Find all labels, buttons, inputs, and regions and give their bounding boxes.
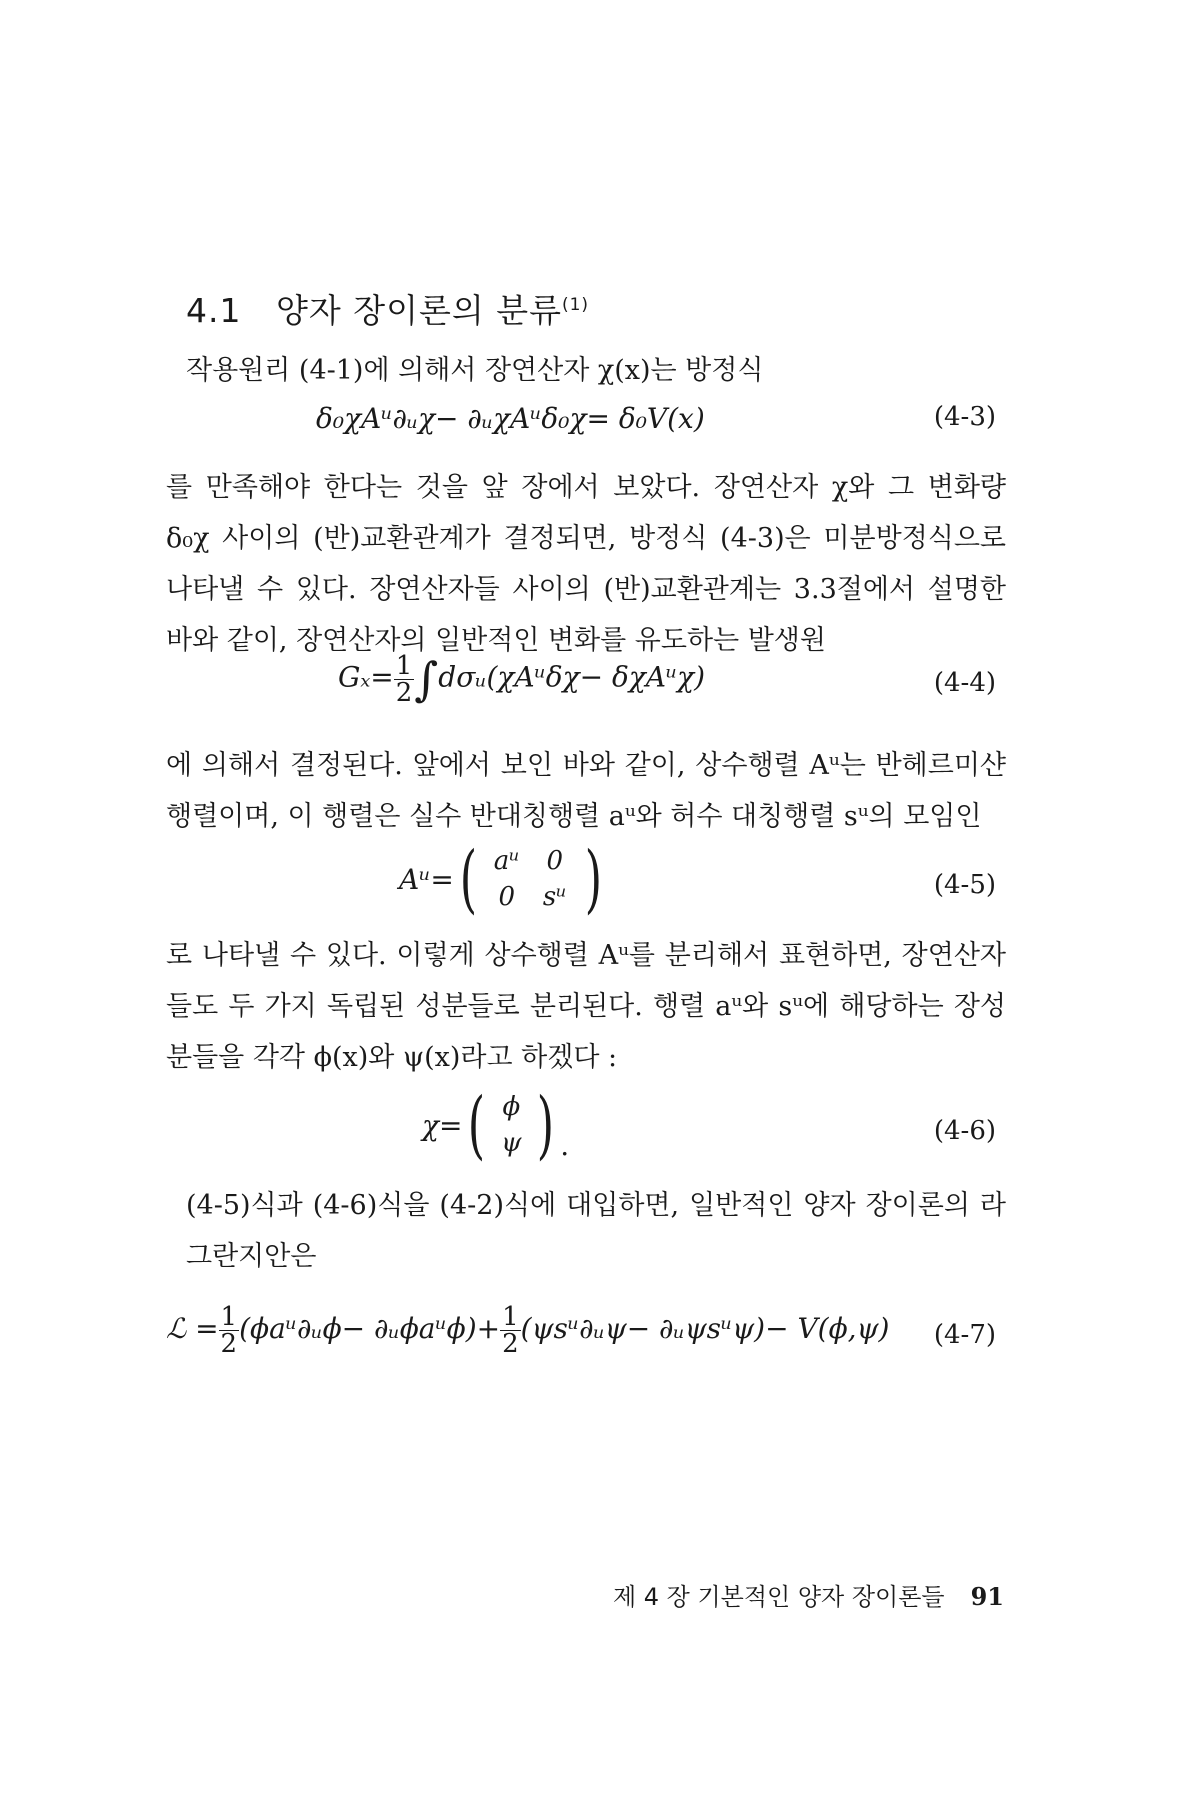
- eq4-fraction: [394, 650, 415, 708]
- section-number: 4.1: [186, 291, 242, 330]
- vector-psi: ψ: [501, 1128, 522, 1158]
- chapter-title: 제 4 장 기본적인 양자 장이론들: [612, 1583, 945, 1611]
- paragraph-4: 로 나타낼 수 있다. 이렇게 상수행렬 Aᵘ를 분리해서 표현하면, 장연산자들도 두 가지 독립된 성분들로 분리된다. 행렬 aᵘ와 sᵘ에 해당하는 장성분들을 각각 ϕ(x)와 ψ(x)라고 하겠다 :: [166, 940, 1006, 1073]
- eq7-lhs: ℒ =: [166, 1312, 219, 1345]
- column-vector: [491, 1092, 531, 1158]
- eq7-f2-num: 1: [502, 1302, 519, 1332]
- paragraph-1: 작용원리 (4-1)에 의해서 장연산자 χ(x)는 방정식: [186, 355, 764, 386]
- eq6-tail: .: [560, 1129, 570, 1162]
- section-title: 양자 장이론의 분류: [275, 291, 562, 330]
- footnote-marker: (1): [561, 295, 590, 315]
- equation-4-7: [166, 1302, 996, 1390]
- paragraph-5: (4-5)식과 (4-6)식을 (4-2)식에 대입하면, 일반적인 양자 장이론의 라그란지안은: [186, 1190, 1006, 1272]
- eq4-frac-den: 2: [395, 677, 413, 708]
- eq5-lhs: Aᵘ=: [399, 862, 454, 896]
- matrix-zero-2: 0: [498, 882, 515, 912]
- equation-4-3: [166, 402, 996, 462]
- eq4-frac-num: 1: [395, 650, 413, 681]
- equation-4-6-number: (4-6): [933, 1116, 996, 1146]
- eq7-fraction-1: [219, 1304, 240, 1357]
- eq7-fraction-2: [500, 1304, 521, 1357]
- running-footer: [613, 1577, 1004, 1612]
- equation-4-5: Aᵘ= ( aᵘ 0 0 sᵘ ) (4-5): [399, 836, 996, 922]
- page-number: 91: [970, 1582, 1004, 1611]
- equation-4-4: [166, 650, 996, 738]
- section-heading: [186, 285, 589, 332]
- eq7-f2-den: 2: [502, 1329, 519, 1359]
- eq6-lhs: χ=: [422, 1108, 463, 1142]
- paragraph-2: 를 만족해야 한다는 것을 앞 장에서 보았다. 장연산자 χ와 그 변화량 δ₀χ 사이의 (반)교환관계가 결정되면, 방정식 (4-3)은 미분방정식으로 나타낼 수 있다. 장연산자들 사이의 (반)교환관계는 3.3절에서 설명한 바와 같이, 장연산자의 일반적인 변화를 유도하는 발생원: [166, 472, 1006, 656]
- eq7-part1: (ϕaᵘ∂ᵤϕ− ∂ᵤϕaᵘϕ)+: [239, 1312, 501, 1345]
- eq4-lhs: Gₓ=: [338, 660, 394, 694]
- integral-sign: ∫: [414, 652, 439, 706]
- equation-4-5-number: (4-5): [933, 870, 996, 900]
- eq4-rhs: dσᵤ(χAᵘδχ− δχAᵘχ): [438, 660, 706, 694]
- equation-4-3-number: (4-3): [933, 402, 996, 432]
- equation-4-7-number: (4-7): [933, 1320, 996, 1350]
- eq7-f1-den: 2: [220, 1329, 238, 1359]
- matrix-zero-1: 0: [546, 846, 563, 876]
- matrix-s: sᵘ: [542, 882, 567, 912]
- eq7-f1-num: 1: [220, 1302, 238, 1332]
- paragraph-3: 에 의해서 결정된다. 앞에서 보인 바와 같이, 상수행렬 Aᵘ는 반헤르미샨 행렬이며, 이 행렬은 실수 반대칭행렬 aᵘ와 허수 대칭행렬 sᵘ의 모임인: [166, 750, 1006, 832]
- equation-4-4-number: (4-4): [933, 668, 996, 698]
- matrix-a: aᵘ: [493, 846, 520, 876]
- equation-4-6: χ= ( ϕ ψ ) . (4-6): [422, 1082, 996, 1168]
- eq7-part2: (ψsᵘ∂ᵤψ− ∂ᵤψsᵘψ)− V(ϕ,ψ): [520, 1312, 890, 1345]
- equation-4-3-expr: δ₀χAᵘ∂ᵤχ− ∂ᵤχAᵘδ₀χ= δ₀V(x): [316, 402, 705, 435]
- vector-phi: ϕ: [502, 1092, 521, 1122]
- matrix: [483, 846, 579, 912]
